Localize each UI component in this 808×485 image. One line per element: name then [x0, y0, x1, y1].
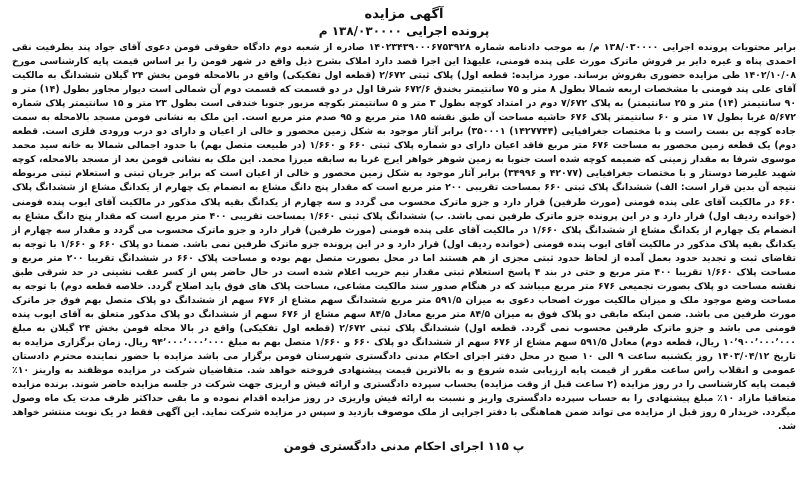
notice-subtitle: پرونده اجرایی ۱۳۸/۰۳۰۰۰۰ م [318, 24, 490, 38]
notice-body: برابر محتویات پرونده اجرایی ۱۳۸/۰۳۰۰۰۰ م/ به موجب دادنامه شماره ۱۴۰۲۳۴۳۹۰۰۰۶۷۵۳۹۲۸ صادره از شعبه دوم دادگاه حقوقی فومن دعوی آقای جواد پند بطرفیت نقی احمدی پناه و غیره دایر بر فروش ماترک مورث علی پنده فومنی، علیهذا این اجرا قصد دارد املاک بشرح ذیل واقع در شهر فومن را بر اساس قیمت پایه کارشناسی مورخ ۱۴۰۲/۱۰/۰۸ طی مزایده حضوری بفروش برساند. مورد مزایده: قطعه اول) پلاک ثبتی ۲/۶۷۲ (قطعه اول تفکیکی) واقع در بالامحله فومن بخش ۲۴ گیلان ششدانگ به مالکیت آقای علی پند فومنی با مشخصات اربعه شمالا بطول ۸ متر و ۷۵ سانتیمتر بخندق ۶۷۲/۶ شرقا اول در دو قسمت که قسمت دوم آن شمالی است دیوار مجاور بطول (۱۴) متر و ۹۰ سانتیمتر (۱۴) متر و ۲۵ سانتیمتر) به پلاک ۷/۶۷۲ دوم در امتداد کوچه بطول ۳ متر و ۵ سانتیمتر بکوچه مزبور جنوبا خندقی است بطول ۲۳ متر و ۱۵ سانتیمتر پلاک شماره ۵/۶۷۲ غربا بطول ۱۷ متر و ۶۰ سانتیمتر پلاک ۶۷۶ حاشیه مساحت آن طبق نقشه ۱۸۵ متر مربع و ۹۵ صدم متر مربع است. این ملک به نشانی فومن مسجد بالامحله به سمت جاده کوچه بن بست راست و با مختصات جغرافیایی (۱۴۲۷۷۴۴) ۳۵۰۰۰۱) برابر آثار موجود به شکل زمین محصور و خالی از اعیان و دارای دو درب ورودی فلزی است. قطعه دوم) یک قطعه زمین محصور به مساحت ۶۷۶ متر مربع فاقد اعیان دارای دو شماره پلاک ثبتی ۶۶۰ و ۱/۶۶۰ (در طبیعت متصل بهم) با حدود اجمالی شمالا به خانه سید محمد موسوی شرفا به مقدار زمینی که ضمیمه کوچه شده است جنوبا به زمین شوهر خواهر ایرج غربا به سابقه میرزا محمد. این ملک به نشانی فومن بعد از مسجد بالامحله، کوچه شهید علیرضا دوستار و با مختصات جغرافیایی (۴۲۰۷۷ و ۳۴۹۹۶) برابر آثار موجود به شکل زمین محصور و خالی از اعیان است که برابر جریان ثبتی و استعلام ثبتی مربوطه نتیجه آن بدین قرار است: الف) ششدانگ پلاک ثبتی ۶۶۰ بمساحت تقریبی ۲۰۰ متر مربع است که مقدار پنج دانگ مشاع به انضمام یک چهارم از یکدانگ مشاع از ششدانگ پلاک ۶۶۰ در مالکیت آقای علی پنده فومنی (مورث طرفین) قرار دارد و جزو ماترک محسوب می گردد و سه چهارم از یکدانگ بقیه پلاک مذکور در مالکیت آقای ایوب پنده فومنی (خوانده ردیف اول) قرار دارد و در این پرونده جزو ماترک طرفین نمی باشد. ب) ششدانگ پلاک ثبتی ۱/۶۶۰ بمساحت تقریبی ۴۰۰ متر مربع است که مقدار پنج دانگ مشاع به انضمام یک چهارم از یکدانگ مشاع از ششدانگ پلاک ۱/۶۶۰ در مالکیت آقای علی پنده فومنی (مورث طرفین) قرار دارد و جزو ماترک محسوب می گردد و مقدار سه چهارم از یکدانگ بقیه پلاک مذکور در مالکیت آقای ایوب پنده فومنی (خوانده ردیف اول) قرار دارد و در این پرونده جزو ماترک طرفین نمی باشد. ضمنا دو پلاک ۶۶۰ و ۱/۶۶۰ با توجه به تقاضای ثبت و تجدید حدود بعمل آمده از لحاظ حدود ثبتی مجزی از هم هستند اما در محل بصورت متصل بهم بوده و مساحت پلاک ۶۶۰ در ششدانگ تقریبا ۲۰۰ متر مربع و مساحت پلاک ۱/۶۶۰ تقریبا ۴۰۰ متر مربع و حتی در بند ۴ پاسخ استعلام ثبتی مقدار نیم حریب اعلام شده است در حال حاضر پس از کسر عقب نشینی در حد شرقی طبق نقشه مساحت دو پلاک بصورت تجمیعی ۶۷۶ متر مربع میباشد که در هنگام صدور سند مالکیت مشاعی، مساحت پلاک های فوق باید اصلاح گردد. خلاصه قطعه دوم) با توجه به مساحت وضع موجود ملک و میزان مالکیت مورث اصحاب دعوی به میزان ۵۹۱/۵ متر مربع ششدانگ سهم مشاع از ۶۷۶ سهم از ششدانگ دو پلاک متصل بهم فوق جز ماترک مورث طرفین می باشد. ضمن اینکه مابقی دو پلاک فوق به میزان ۸۴/۵ متر مربع معادل ۸۴/۵ سهم مشاع از ۶۷۶ سهم از ششدانگ دو پلاک مذکور متعلق به آقای ایوب پنده فومنی می باشد و جزو ماترک طرفین محسوب نمی گردد. قطعه اول) ششدانگ پلاک ثبتی ۲/۶۷۲ (قطعه اول تفکیکی) واقع در بالا محله فومن بخش ۲۴ گیلان به مبلغ ۱۰٬۹۰۰٬۰۰۰٬۰۰۰ ریال، قطعه دوم) معادل ۵۹۱/۵ سهم مشاع از ۶۷۶ سهم از ششدانگ دو پلاک ۶۶۰ و ۱/۶۶۰ متصل بهم به مبلغ ۹۴٬۰۰۰٬۰۰۰٬۰۰۰ ریال. زمان برگزاری مزایده به تاریخ ۱۴۰۳/۰۴/۱۲ روز یکشنبه ساعت ۹ الی ۱۰ صبح در محل دفتر اجرای احکام مدنی دادگستری شهرستان فومن برگزار می باشد مزایده با حضور نماینده محترم دادستان عمومی و انقلاب راس ساعت مقرر از قیمت پایه ارزیابی شده شروع و به بالاترین قیمت پیشنهادی فروخته خواهد شد. متقاضیان شرکت در مزایده موظفند به وارینز ۱۰٪ قیمت پایه کارشناسی را در روز مزایده (۲ ساعت قبل از وقت مزایده) بحساب سپرده دادگستری و ارائه فیش و اریزی جهت شرکت در جلسه مزایده حاضر شوند. برنده مزایده متعاقبا مازاد ۱۰٪ مبلغ پیشنهادی را به حساب سپرده دادگستری واریز و نسبت به ارائه فیش واریزی در روز مزایده اقدام نموده و ما بقی حداکثر ظرف مدت یک ماه وصول میگردد. خریدار ۵ روز قبل از مزایده می تواند ضمن هماهنگی با دفتر اجرایی از ملک موصوف بازدید و سپس در مزایده شرکت نماید. این آگهی فقط در یک نوبت منتشر خواهد شد. [12, 42, 797, 433]
notice-title: آگهی مزایده [364, 7, 444, 22]
notice-footer: پ ۱۱۵ اجرای احکام مدنی دادگستری فومن [283, 439, 525, 454]
